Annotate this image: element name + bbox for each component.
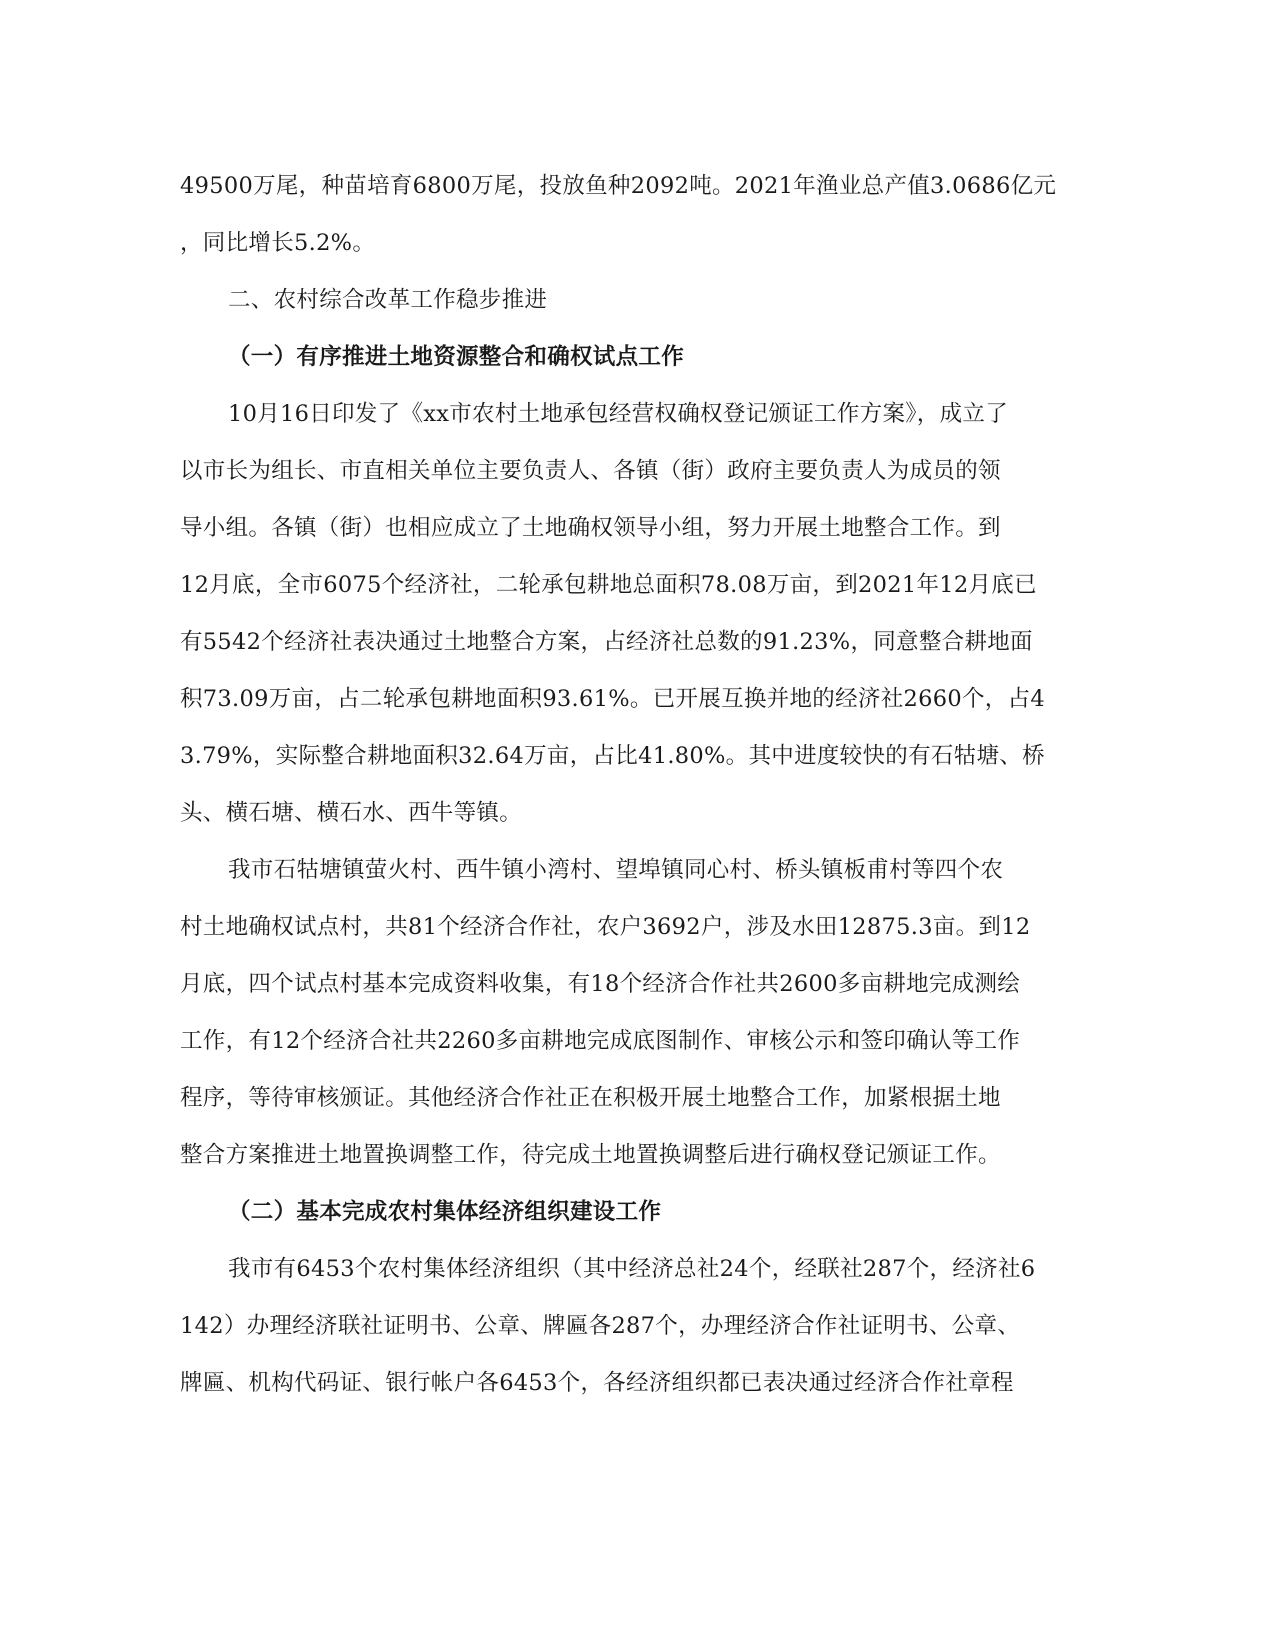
body-text-line: 头、横石塘、横石水、西牛等镇。 <box>180 800 523 826</box>
body-text-line: 49500万尾，种苗培育6800万尾，投放鱼种2092吨。2021年渔业总产值3.0686亿元 <box>180 173 1057 199</box>
body-text-line: 积73.09万亩，占二轮承包耕地面积93.61%。已开展互换并地的经济社2660个，占4 <box>180 686 1045 712</box>
body-text-line: 村土地确权试点村，共81个经济合作社，农户3692户，涉及水田12875.3亩。到12 <box>180 914 1031 940</box>
body-text-line: 10月16日印发了《xx市农村土地承包经营权确权登记颁证工作方案》，成立了 <box>228 401 1008 427</box>
body-text-line: ，同比增长5.2%。 <box>180 230 376 256</box>
body-text-line: 月底，四个试点村基本完成资料收集，有18个经济合作社共2600多亩耕地完成测绘 <box>180 971 1021 997</box>
section-heading: 二、农村综合改革工作稳步推进 <box>228 287 548 313</box>
body-text-line: 整合方案推进土地置换调整工作，待完成土地置换调整后进行确权登记颁证工作。 <box>180 1142 1001 1168</box>
body-text-line: 我市有6453个农村集体经济组织（其中经济总社24个，经联社287个，经济社6 <box>228 1256 1036 1282</box>
body-text-line: 3.79%，实际整合耕地面积32.64万亩，占比41.80%。其中进度较快的有石牯塘、桥 <box>180 743 1045 769</box>
subsection-heading: （一）有序推进土地资源整合和确权试点工作 <box>228 344 685 370</box>
body-text-line: 工作，有12个经济合社共2260多亩耕地完成底图制作、审核公示和签印确认等工作 <box>180 1028 1021 1054</box>
body-text-line: 以市长为组长、市直相关单位主要负责人、各镇（街）政府主要负责人为成员的领 <box>180 458 1001 484</box>
body-text-line: 导小组。各镇（街）也相应成立了土地确权领导小组，努力开展土地整合工作。到 <box>180 515 1001 541</box>
body-text-line: 12月底，全市6075个经济社，二轮承包耕地总面积78.08万亩，到2021年12月底已 <box>180 572 1037 598</box>
body-text-line: 142）办理经济联社证明书、公章、牌匾各287个，办理经济合作社证明书、公章、 <box>180 1313 1021 1339</box>
body-text-line: 有5542个经济社表决通过土地整合方案，占经济社总数的91.23%，同意整合耕地面 <box>180 629 1033 655</box>
body-text-line: 牌匾、机构代码证、银行帐户各6453个，各经济组织都已表决通过经济合作社章程 <box>180 1370 1014 1396</box>
subsection-heading: （二）基本完成农村集体经济组织建设工作 <box>228 1199 662 1225</box>
body-text-line: 我市石牯塘镇萤火村、西牛镇小湾村、望埠镇同心村、桥头镇板甫村等四个农 <box>228 857 1004 883</box>
body-text-line: 程序，等待审核颁证。其他经济合作社正在积极开展土地整合工作，加紧根据土地 <box>180 1085 1001 1111</box>
